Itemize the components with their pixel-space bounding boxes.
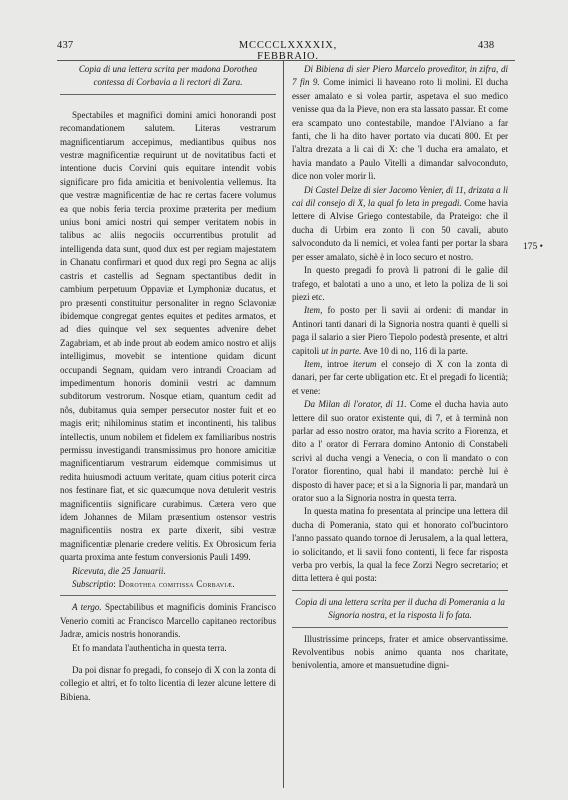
running-header: MCCCCLXXXXIX, FEBBRAIO. xyxy=(238,40,338,62)
letter-body: Spectabiles et magnifici domini amici honorandi post recomandationem salutem. Literas vestrarum magnificentiarum accepimus, mediantibus quibus nos vestræ magnificentiæ requirunt ut de novitatibus facti et intentione ducis Corvini quis equitare intendit vobis significare pro fida amicitia et benivolentia vellemus. Ita que vestræ magnificentiæ de hac re certas facere volumus ea que nobis feria tercia proxime præterita per medium unius boni amici nostri qui semper veritatem nobis in talibus ac aliis negociis occurrentibus protulit ad intelligenda data sunt, quod dux est per regiam majestatem in Chanatu confirmari et quod dux regi pro Segna ac alijs castris et castellis ad Segnam spectantibus dedit in cambium perpetuum Oppaviæ et Lymphoniæ ducatus, et pro præsenti constituitur personaliter in regno Sclavoniæ ibidemque congregat gentes equites et pedites armatos, et ad dies quinque vel sex sequentes advenire debet Zagabriam, et ab inde prout ab eodem amico nostro et alijs intelligimus, movebit se intentione quidam dicunt occupandi Segnam, quidam vero intrandi Croaciam ad impedimentum honoris dominii vestri ac damnum subditorum vestrorum. Nosque etiam, quantum cedit ad nôs, dubitamus quia semper persecutor noster fuit et eo magis erit; nihilominus statim et incontinenti, his talibus intellectis, unum nobilem et fidelem ex familiaribus nostris permissu investigandi transmissimus pro honore amicitiæ magnificentiarum vestrarum eidemque commisimus ut redita huiusmodi actuum veritate, quam citius poterit circa nos festinare fiat, et sic quæcumque nova detulerit vestris magnificentiis significare curabimus. Cætera vero que idem Johannes de Milam præsentium ostensor vestris magnificentiis nostra ex parte dixerit, sibi vestræ magnificentiæ plenarie credere velitis. Ex Obrosicum feria quarta proxima ante festum conversionis Pauli 1499. xyxy=(60,109,276,563)
item-savii-paragraph xyxy=(292,304,508,358)
a-tergo-label: A tergo. xyxy=(72,602,102,613)
letter-title-line-1: Copia di una lettera scrita per madona Dorothea xyxy=(78,64,258,74)
item-consejo-text-2: el consejo di X con la zonta di danari, per far certe ubligation etc. Et el pregadi fo licentià; et vene: xyxy=(292,358,508,396)
title-separator xyxy=(60,94,276,95)
column-divider xyxy=(283,60,284,788)
subscriptio-label: Subscriptio xyxy=(72,579,114,590)
item-label: Item, xyxy=(304,305,323,316)
item-savii-vote: Ave 10 di no, 116 di la parte. xyxy=(361,345,468,356)
pregadi-paragraph: In questo pregadi fo provà li patroni di le galie dil trafego, et balotati a uno a uno, et leto la poliza de li soi piezi etc. xyxy=(292,265,508,302)
castel-delze-heading: Di Castel Delze di sier Jacomo Venier, di 11, drizata a li cai dil consejo di X, la qual fo leta in pregadi. xyxy=(292,184,508,209)
copia-title xyxy=(292,596,508,623)
subscriptio-separator xyxy=(60,595,276,596)
copia-separator xyxy=(292,590,508,591)
letter-title-line-2: contessa di Corbavia a li rectori di Zara. xyxy=(93,77,243,88)
header-rule xyxy=(57,60,515,61)
pomerania-letter-start: Illustrissime princeps, frater et amice observantissime. Revolventibus nobis animo quanta nos charitate, benivolentia, amore et mansuetudine digni- xyxy=(292,633,508,671)
subscriptio-text: : Dorothea comitissa Corbaviæ. xyxy=(113,579,235,590)
margin-column-number: 175 • xyxy=(523,242,543,252)
milan-text: Come el ducha havia auto lettere dil suo orator existente qui, di 7, et à terminà non parlar ad esso nostro orator, ma havia scrito a Fiorenza, et dito a l' orator di Ferrara domino Antonio di Constabeli scrivi al ducha vengi a Venecia, o con lì mandato o con l'orator fiorentino, qual habi il mandato: perchè lui è disposto di haver pace; et si a la Signoria li par, mandarà un orator suo a la Signoria nostra in questa terra. xyxy=(292,399,508,503)
pomerania-paragraph: In questa matina fo presentata al principe una lettera dil ducha di Pomerania, stato qui et honorato col'bucintoro l'anno passato quando tornoe di Jerusalem, a la qual lettera, io solicitando, et li savii fono contenti, li fece far risposta verba pro verbis, la qual la fece Zorzi Negro secretario; et ditta lettera è qui posta: xyxy=(292,506,508,584)
item-consejo-text: introe xyxy=(322,358,353,369)
authenticha-line: Et fo mandata l'authenticha in questa terra. xyxy=(72,642,227,653)
iterum-word: iterum xyxy=(352,358,377,369)
ut-in-parte: ut in parte. xyxy=(321,345,362,356)
castel-delze-text: Come havia lettere di Alvise Griego contestabile, da Prateigo: che il ducha di Urbim era zonto lì con 50 cavali, abuto salvoconduto da li nemici, et volea fanti per portar la sbara per esser amalato, sichè è in loco securo et nostro. xyxy=(292,198,508,262)
item-label: Item, xyxy=(304,358,323,369)
a-tergo-text: Spectabilibus et magnificis dominis Francisco Venerio comiti ac Francisco Marcello capitaneo rectoribus Jadræ, amicis nostris honorandis. xyxy=(60,602,276,640)
item-savii-text: fo posto per li savii ai ordeni: di mandar in Antinori tanti danari di la Signoria nostra quanti è quelli si paga il salario a sier Piero Tiepolo podestà presente, et altri capitoli xyxy=(292,305,508,356)
ricevuta-text: Ricevuta, die 25 Januarii. xyxy=(72,565,166,576)
left-column xyxy=(60,63,276,704)
milan-paragraph xyxy=(292,398,508,505)
bibiena-text: Come inimici li haveano roto li molini. El ducha esser amalato e si volea partir, aspetava el suo medico venisse qua da la Pieve, non era sta lassato passar. Et come era scampato uno contestabile, mandoe l'Alviano a far fanti, che li ha dito haver portato via ducati 800. Et per l'altra drezata a li cai di X: che 'l ducha era amalato, et havia mandato a Paulo Vitelli a dimandar salvoconduto, dice non voler morir lì. xyxy=(292,77,508,182)
item-consejo-paragraph xyxy=(292,358,508,398)
milan-heading: Da Milan di l'orator, di 11. xyxy=(304,399,407,410)
bibiena-heading: Di Bibiena di sier Piero Marcelo provedìtor, in zifra, di 7 fin 9. xyxy=(292,64,508,88)
ricevuta-line xyxy=(60,565,276,578)
bibiena-paragraph xyxy=(292,63,508,184)
copia-separator-2 xyxy=(292,627,508,628)
copia-title-text: Copia di una lettera scrita per il ducha di Pomerania a la Signoria nostra, et la risposta li fo fata. xyxy=(295,596,505,621)
right-column xyxy=(292,63,508,673)
right-page-number: 438 xyxy=(478,40,495,51)
left-page-number: 437 xyxy=(57,40,74,51)
subscriptio-line xyxy=(60,578,276,591)
letter-title xyxy=(60,63,276,90)
a-tergo-paragraph xyxy=(60,601,276,641)
closing-paragraph: Da poi disnar fo pregadi, fo consejo di X con la zonta di collegio et altri, et fo tolto licentia di lezer alcune lettere di Bibiena. xyxy=(60,665,276,702)
castel-delze-paragraph xyxy=(292,184,508,264)
